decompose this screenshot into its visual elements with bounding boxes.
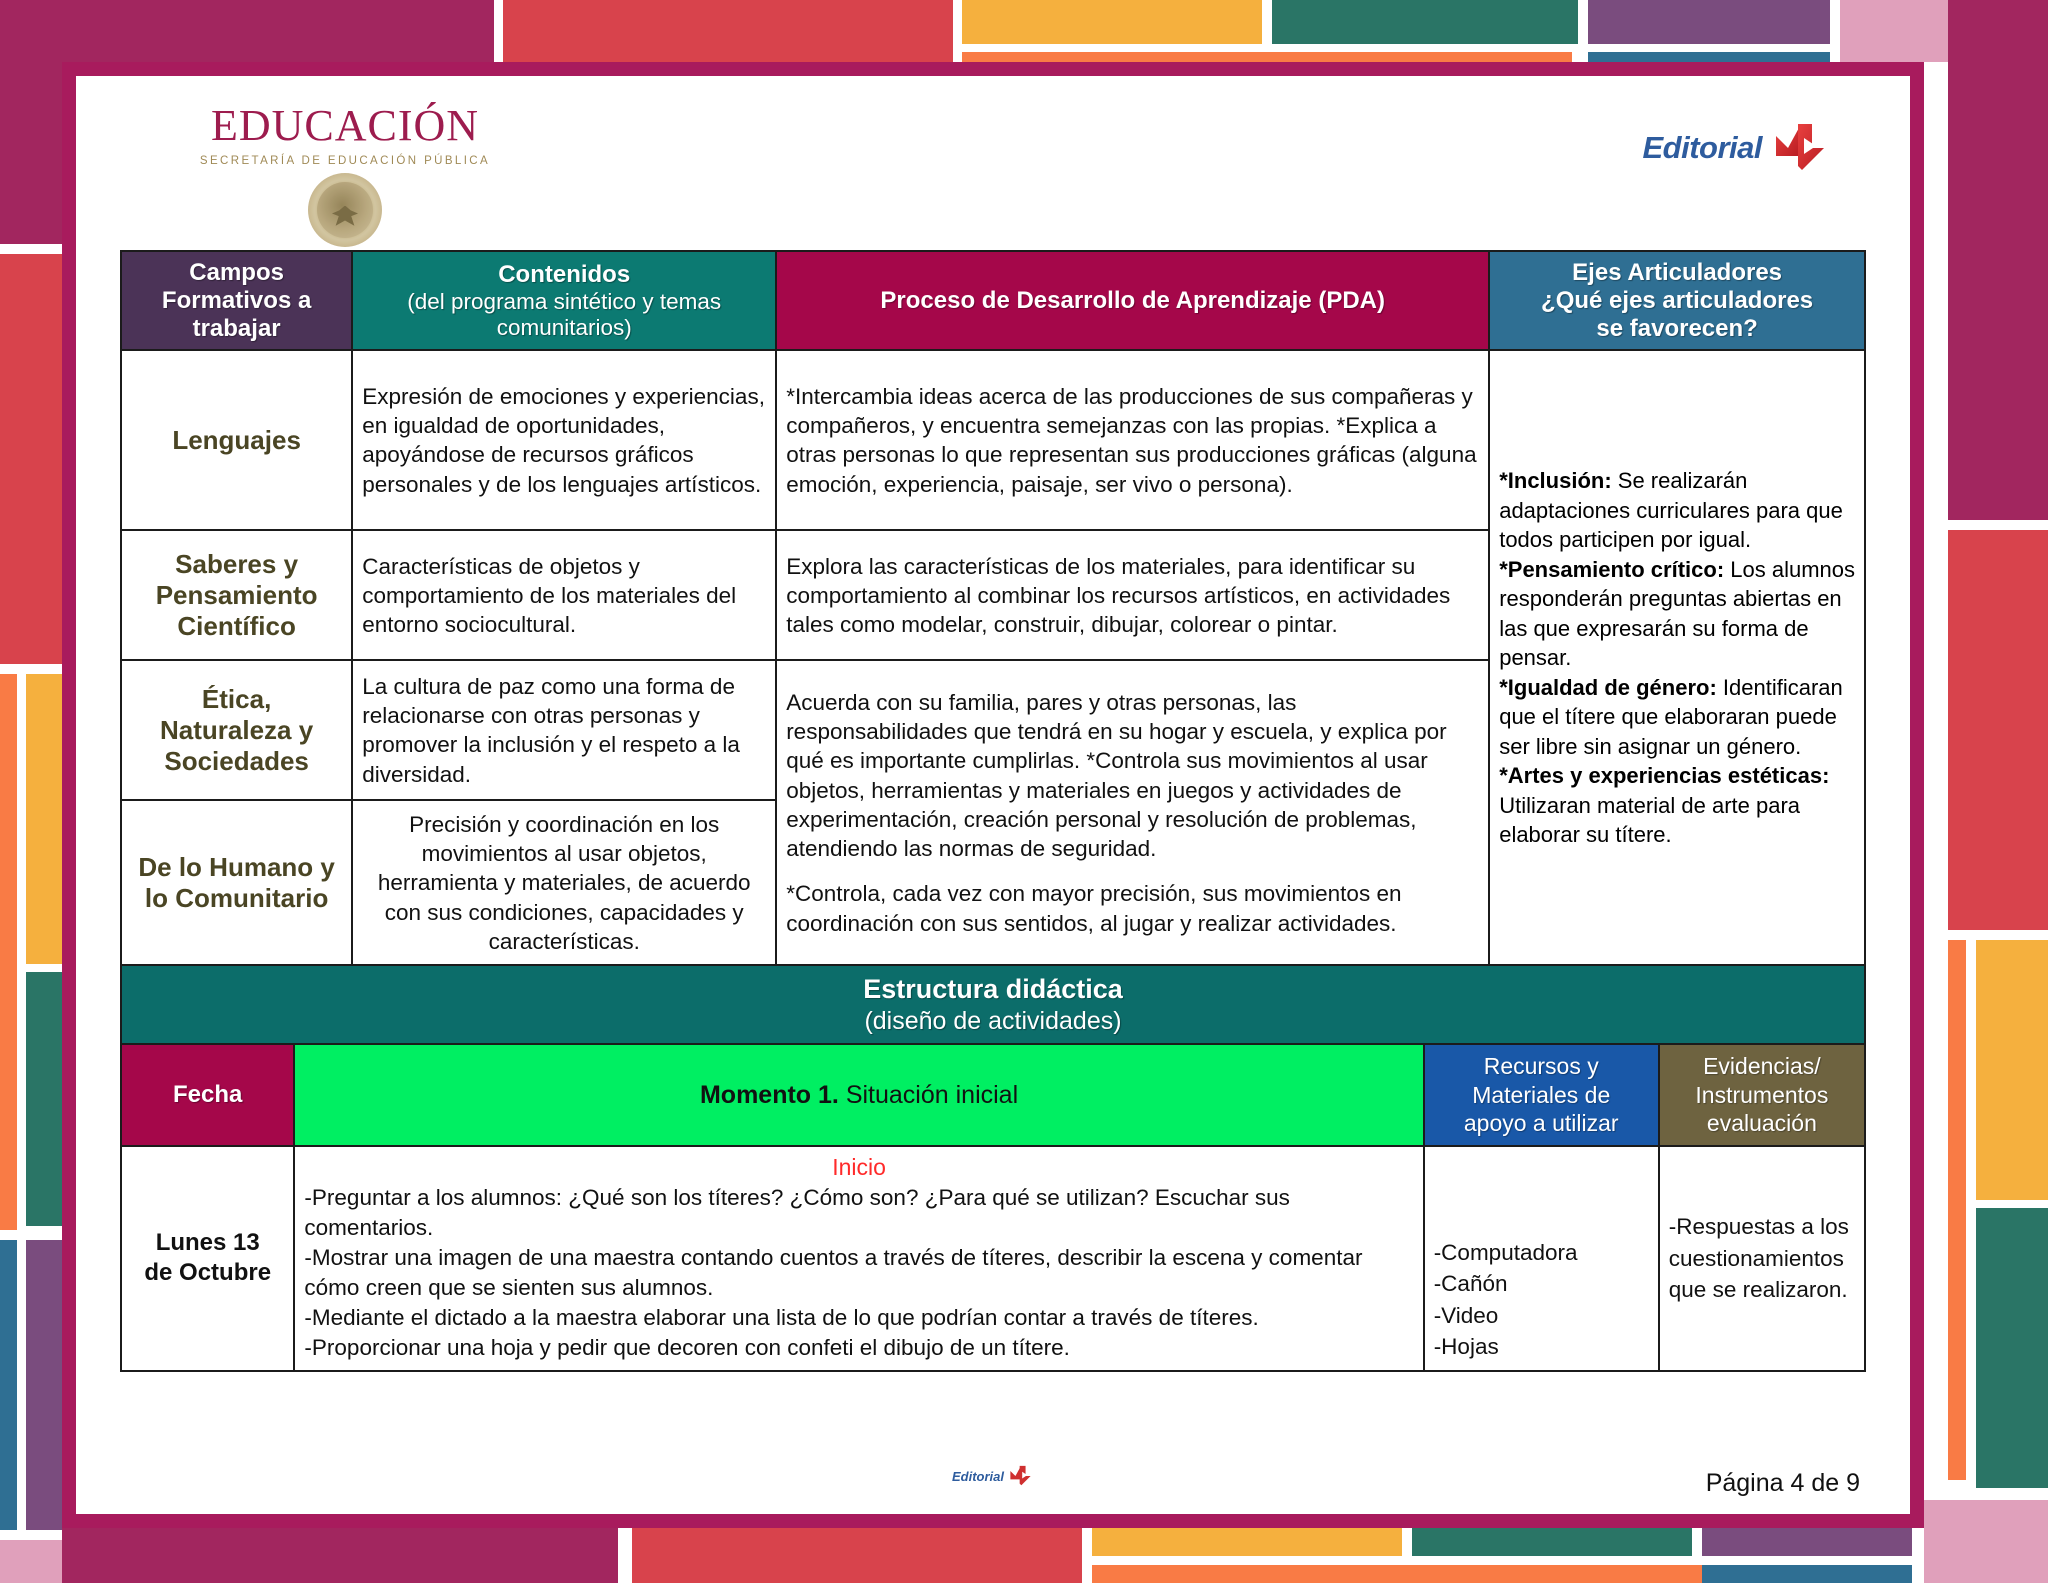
header-ejes-l3: se favorecen? (1596, 314, 1758, 342)
header-ejes-l1: Ejes Articuladores (1572, 259, 1783, 286)
md-arrow-logo-icon (1768, 122, 1832, 174)
contenido-lenguajes: Expresión de emociones y experiencias, en igualdad de oportunidades, apoyándose de recursos gráficos personales y de los lenguajes artísticos. (352, 350, 776, 530)
header-ejes-articuladores (1489, 251, 1865, 350)
decor-left-amber (26, 674, 62, 964)
decor-left-teal (26, 972, 62, 1226)
momento-bold: Momento 1. (699, 1080, 839, 1109)
campo-humano-comunitario: De lo Humano y lo Comunitario (121, 800, 352, 965)
activity-item: -Mediante el dictado a la maestra elaborar una lista de lo que podrían contar a través de títeres. (304, 1304, 1259, 1330)
decor-right-magenta (1948, 0, 2048, 520)
document-sheet (76, 76, 1910, 1514)
eje-item (1499, 555, 1855, 673)
campo-lenguajes: Lenguajes (121, 350, 352, 530)
table-header-row (121, 251, 1865, 350)
header-campos-l3: trabajar (192, 314, 281, 342)
eje-title-artes: *Artes y experiencias estéticas: (1499, 763, 1830, 789)
sep-title: EDUCACIÓN (210, 101, 480, 150)
eje-title-pensamiento: *Pensamiento crítico: (1499, 556, 1725, 582)
decor-left-magenta (0, 0, 62, 244)
header-campos-formativos (121, 251, 352, 350)
pda-etica-p1-text: Acuerda con su familia, pares y otras personas, las responsabilidades que tendrá en su hogar y escuela, y explica por qué es importante cumplirlas. (786, 689, 1447, 774)
campo-etica: Ética, Naturaleza y Sociedades (121, 660, 352, 800)
pda-lenguajes-p1: *Intercambia ideas acerca de las producciones de sus compañeras y compañeros, y encuentra semejanzas con las propias. (786, 383, 1473, 439)
page-number: Página 4 de 9 (1705, 1469, 1860, 1497)
decor-left-steel (0, 1240, 17, 1530)
eje-text-artes: Utilizaran material de arte para elaborar su títere. (1499, 792, 1801, 848)
cell-fecha-lunes (121, 1146, 294, 1371)
recurso-item: -Video (1433, 1302, 1499, 1328)
decor-right-orange (1948, 940, 1966, 1480)
header-momento-1 (294, 1044, 1423, 1146)
decor-top-purple (1588, 0, 1830, 44)
eje-item (1499, 673, 1855, 761)
footer-editorial-md-logo (952, 1465, 1034, 1487)
eje-text-inclusion: Se realizarán adaptaciones curriculares para que todos participen por igual. (1499, 468, 1843, 553)
evidencias-l2: Instrumentos (1695, 1081, 1829, 1108)
table-row (121, 350, 1865, 530)
sep-subtitle: SECRETARÍA DE EDUCACIÓN PÚBLICA (199, 155, 491, 167)
sep-logo (180, 101, 510, 247)
estructura-didactica-table (120, 964, 1866, 1371)
activity-item: -Preguntar a los alumnos: ¿Qué son los títeres? ¿Cómo son? ¿Para qué se utilizan? Escuchar sus comentarios. (304, 1185, 1290, 1241)
header-pda: Proceso de Desarrollo de Aprendizaje (PDA) (776, 251, 1489, 350)
estructura-subtitle: (diseño de actividades) (864, 1006, 1122, 1035)
recurso-item: -Hojas (1433, 1334, 1499, 1360)
eje-item (1499, 761, 1855, 849)
pda-lenguajes (776, 350, 1489, 530)
pda-etica-p2-text: *Controla sus movimientos al usar objetos, herramientas y materiales en juegos y actividades de experimentación, creación personal y resolución de problemas, atendiendo las normas de seguridad. (786, 748, 1428, 862)
fecha-l1: Lunes 13 (155, 1229, 260, 1257)
header-contenidos-title: Contenidos (498, 260, 631, 288)
estructura-title: Estructura didáctica (863, 974, 1123, 1005)
recurso-item: -Cañón (1433, 1271, 1508, 1297)
contenido-humano-comunitario: Precisión y coordinación en los movimientos al usar objetos, herramienta y materiales, de acuerdo con sus condiciones, capacidades y características. (352, 800, 776, 965)
recursos-l1: Recursos y (1483, 1052, 1599, 1079)
header-evidencias-instrumentos (1659, 1044, 1865, 1146)
eje-item (1499, 466, 1855, 554)
cell-recursos (1424, 1146, 1659, 1371)
decor-top-teal (1272, 0, 1578, 44)
campo-saberes: Saberes y Pensamiento Científico (121, 530, 352, 660)
evidencia-item: -Respuestas a los cuestionamientos que se realizaron. (1668, 1214, 1849, 1303)
evidencias-l1: Evidencias/ (1703, 1052, 1821, 1079)
contenido-saberes: Características de objetos y comportamiento de los materiales del entorno sociocultural. (352, 530, 776, 660)
decor-right-red (1948, 530, 2048, 930)
document-header (120, 98, 1866, 248)
header-fecha: Fecha (121, 1044, 294, 1146)
md-arrow-logo-icon (1007, 1465, 1034, 1487)
contenido-etica: La cultura de paz como una forma de relacionarse con otras personas y promover la inclusión y el respeto a la diversidad. (352, 660, 776, 800)
decor-bottom-orange (1092, 1565, 1702, 1583)
header-contenidos (352, 251, 776, 350)
eje-title-inclusion: *Inclusión: (1499, 468, 1612, 494)
ejes-articuladores-cell (1489, 350, 1865, 965)
header-campos-l1: Campos (189, 259, 284, 286)
header-ejes-l2: ¿Qué ejes articuladores (1541, 286, 1814, 314)
header-campos-l2: Formativos a (161, 286, 312, 314)
cell-actividades (294, 1146, 1423, 1371)
estructura-band-row (121, 965, 1865, 1043)
document-sheet-frame (62, 62, 1924, 1528)
decor-left-pink (0, 1540, 62, 1583)
header-contenidos-sub: (del programa sintético y temas comunitarios) (407, 288, 722, 340)
eje-text-igualdad: Identificaran que el títere que elaboraran puede ser libre sin asignar un género. (1499, 674, 1843, 759)
decor-right-teal (1976, 1208, 2048, 1488)
decor-top-red (503, 0, 953, 62)
evidencias-l3: evaluación (1706, 1110, 1817, 1137)
editorial-wordmark: Editorial (1642, 130, 1762, 165)
decor-right-pink-bot (1924, 1500, 2048, 1583)
pda-etica-humano (776, 660, 1489, 965)
decor-left-orange (0, 674, 17, 1230)
pda-saberes: Explora las características de los materiales, para identificar su comportamiento al combinar los recursos artísticos, en actividades tales como modelar, construir, dibujar, colorear o pintar. (776, 530, 1489, 660)
decor-left-red (0, 254, 62, 664)
mexican-eagle-seal-icon (308, 173, 382, 247)
decor-right-amber (1976, 940, 2048, 1200)
decor-left-purple (26, 1240, 62, 1530)
inicio-label: Inicio (832, 1154, 886, 1181)
decor-bottom-steel (1702, 1565, 1912, 1583)
eje-title-igualdad: *Igualdad de género: (1499, 674, 1717, 700)
recursos-l3: apoyo a utilizar (1463, 1110, 1619, 1137)
pda-etica-p1 (786, 688, 1479, 864)
header-recursos-materiales (1424, 1044, 1659, 1146)
pda-etica-p3: *Controla, cada vez con mayor precisión, sus movimientos en coordinación con sus sentidos, al jugar y realizar actividades. (786, 881, 1402, 936)
pda-lenguajes-p2: *Explica a otras personas lo que representan sus producciones gráficas (alguna emoción, experiencia, paisaje, ser vivo o persona). (786, 413, 1477, 497)
activity-row (121, 1146, 1865, 1371)
activity-item: -Mostrar una imagen de una maestra contando cuentos a través de títeres, describir la escena y comentar cómo creen que se sienten sus alumnos. (304, 1244, 1363, 1300)
planning-table (120, 250, 1866, 966)
recurso-item: -Computadora (1433, 1239, 1578, 1265)
document-footer (120, 1448, 1866, 1504)
decor-top-magenta (0, 0, 494, 62)
editorial-md-logo (1642, 122, 1832, 174)
activity-item: -Proporcionar una hoja y pedir que decoren con confeti el dibujo de un títere. (304, 1334, 1070, 1360)
recursos-l2: Materiales de (1472, 1081, 1611, 1108)
footer-editorial-wordmark: Editorial (951, 1468, 1004, 1484)
momento-rest: Situación inicial (838, 1080, 1019, 1109)
cell-evidencias (1659, 1146, 1865, 1371)
fecha-l2: de Octubre (144, 1259, 272, 1287)
decor-top-amber (962, 0, 1262, 44)
estructura-didactica-band (121, 965, 1865, 1043)
eje-text-pensamiento: Los alumnos responderán preguntas abiertas en las que expresarán su forma de pensar. (1499, 556, 1856, 671)
estructura-header-row (121, 1044, 1865, 1146)
